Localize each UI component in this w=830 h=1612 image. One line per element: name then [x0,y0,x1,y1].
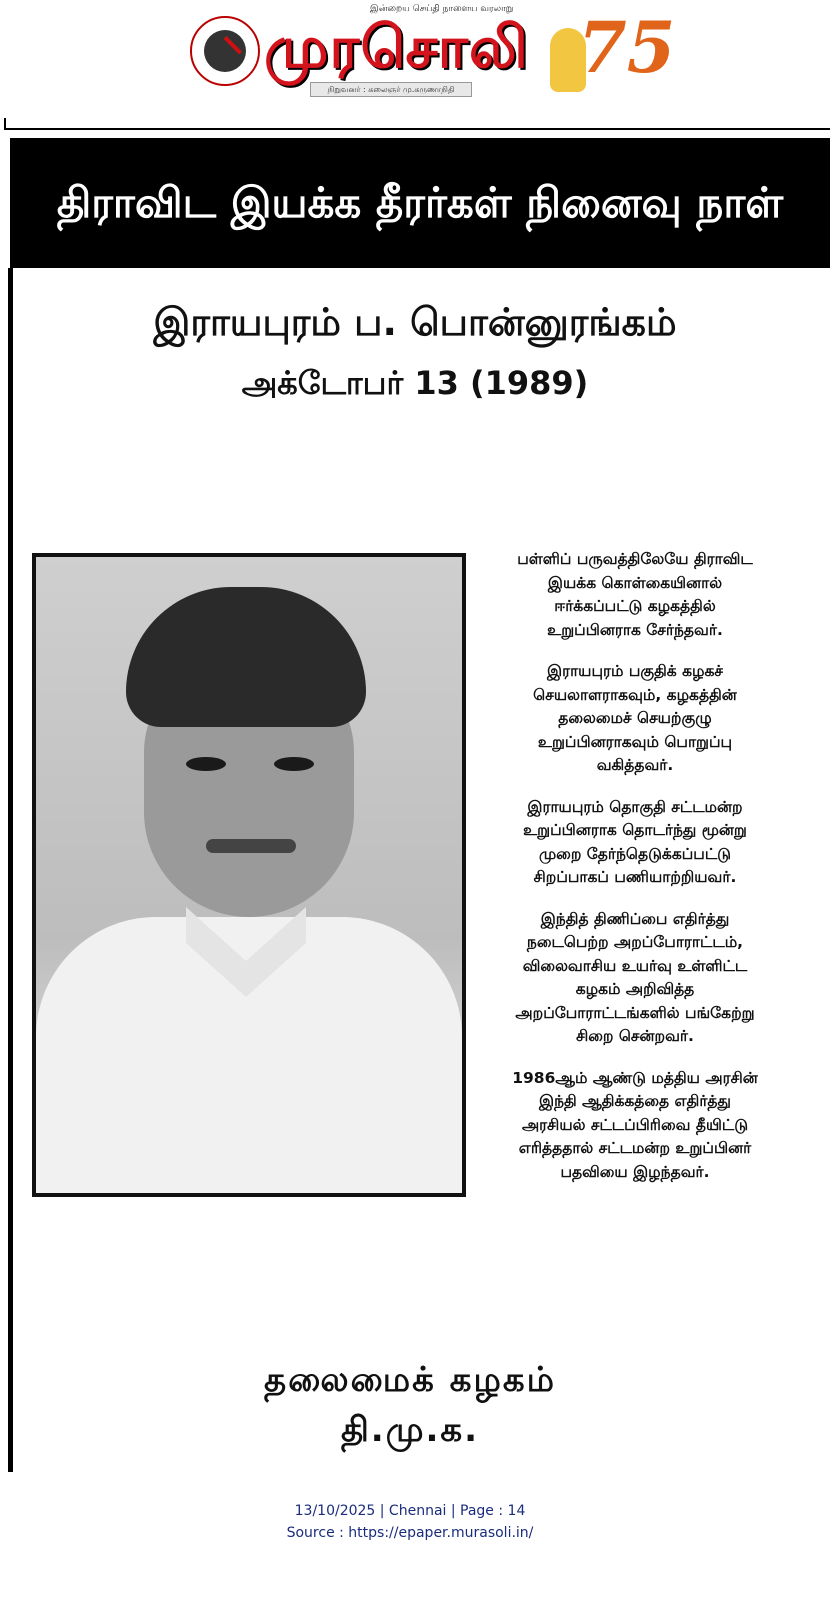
anniversary-badge [550,6,676,96]
org-name: தலைமைக் கழகம் [264,1360,556,1400]
bio-paragraph: இந்தித் திணிப்பை எதிர்த்து நடைபெற்ற அறப்போராட்டம், விலைவாசிய உயர்வு உள்ளிட்ட கழகம் அறிவித்த அறப்போராட்டங்களில் பங்கேற்று சிறை சென்றவர். [515,909,755,1045]
edition-line: 13/10/2025 | Chennai | Page : 14 [294,1503,526,1519]
banner-title: திராவிட இயக்க தீரர்கள் நினைவு நாள் [56,178,784,227]
anniversary-number: 75 [578,6,676,89]
masthead-tagline: இன்றைய செய்தி நாளைய வரலாறு [370,4,514,14]
masthead [0,0,830,115]
party-emblem-icon [190,16,260,86]
portrait-photo [32,553,466,1197]
source-credit [0,1500,820,1544]
bio-paragraph: பள்ளிப் பருவத்திலேயே திராவிட இயக்க கொள்கையினால் ஈர்க்கப்பட்டு கழகத்தில் உறுப்பினராக சேர்ந்தவர். [517,550,753,639]
org-abbreviation: தி.மு.க. [340,1410,480,1450]
person-name: இராயபுரம் ப. பொன்னுரங்கம் [153,300,677,344]
newspaper-logo: முரசொலி [264,13,529,81]
bio-paragraph: இராயபுரம் தொகுதி சட்டமன்ற உறுப்பினராக தொடர்ந்து மூன்று முறை தேர்ந்தெடுக்கப்பட்டு சிறப்பாகப் பணியாற்றியவர். [523,797,747,886]
biography [470,548,800,1202]
bio-paragraph: இராயபுரம் பகுதிக் கழகச் செயலாளராகவும், கழகத்தின் தலைமைச் செயற்குழு உறுப்பினராகவும் பொறுப்பு வகித்தவர். [533,662,737,774]
source-line[interactable]: Source : https://epaper.murasoli.in/ [286,1525,534,1541]
divider [6,128,830,130]
page-border [8,268,13,1472]
title-banner [10,138,830,268]
bio-paragraph: 1986ஆம் ஆண்டு மத்திய அரசின் இந்தி ஆதிக்கத்தை எதிர்த்து அரசியல் சட்டப்பிரிவை தீயிட்டு எரித்ததால் சட்டமன்ற உறுப்பினர் பதவியை இழந்தவர். [512,1068,758,1181]
memorial-date: அக்டோபர் 13 (1989) [241,364,589,402]
masthead-subtitle: நிறுவனர் : கலைஞர் மு.கருணாநிதி [310,82,472,97]
